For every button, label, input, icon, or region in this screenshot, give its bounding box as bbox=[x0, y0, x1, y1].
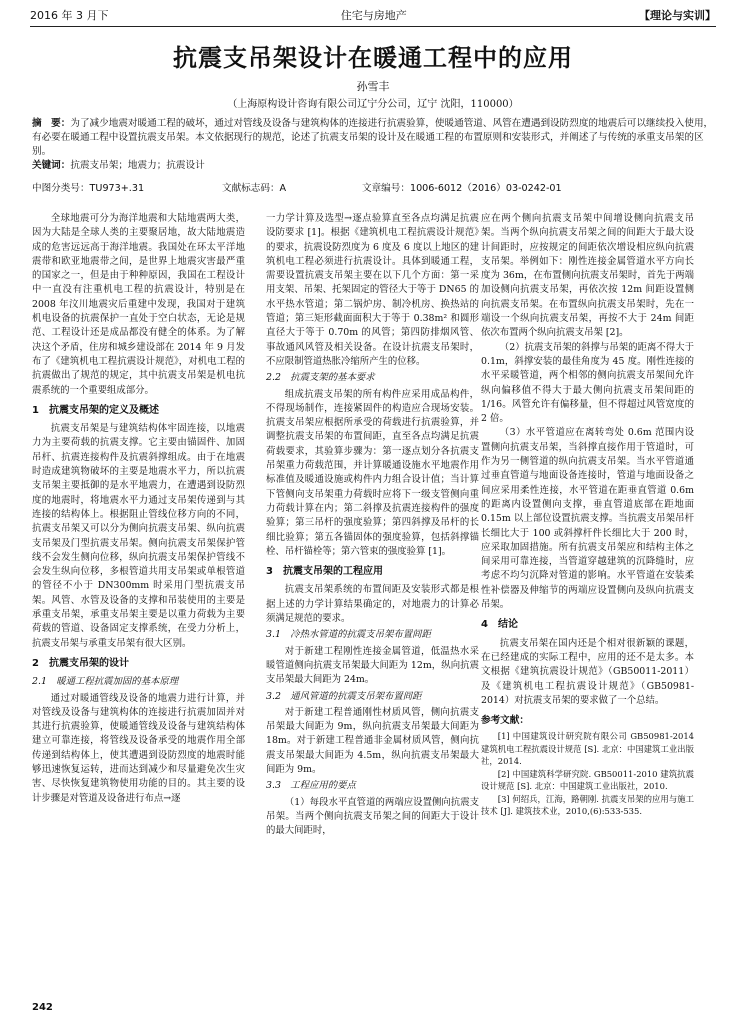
affiliation: （上海原构设计咨询有限公司辽宁分公司，辽宁 沈阳，110000） bbox=[227, 99, 519, 110]
paragraph: （3）水平管道应在离转弯处 0.6m 范围内设置侧向抗震支吊架，当斜撑直接作用于管道时，可作为另一侧管道的纵向抗震支吊架。当水平管道通过垂直管道与地面设备连接时，管道与地面设备之间应采用柔性连接，水平管道在距垂直管道 0.6m 的距离内设置侧向支撑，垂直管道底部在距地面 0.15m 以上部位设置抗震支撑。当抗震支吊架吊杆长细比大于 100 或斜撑杆件长细比大于 200 时，应采取加固措施。所有抗震支吊架应和结构主体之间采用可靠连接，当管道穿越建筑的沉降缝时，应考虑不均匀沉降对管道的影响。水平管道在安装柔性补偿器及伸缩节的两端应设置侧向及纵向抗震支吊架。 bbox=[481, 427, 694, 611]
section-heading: 2 抗震支吊架的设计 bbox=[32, 657, 129, 669]
author: 孙雪丰 bbox=[356, 80, 390, 93]
paragraph: 应在两个侧向抗震支吊架中间增设侧向抗震支吊架。当两个纵向抗震支吊架之间的间距大于最大设计间距时，应按规定的间距依次增设相应纵向抗震支吊架。举例如下：刚性连接金属管道水平方向长度为 36m，在布置侧向抗震支吊架时，首先于两端加设侧向抗震支吊架，再依次按 12m 间距设置侧向抗震支吊架。在布置纵向抗震支吊架时，先在一端设一个纵向抗震支吊架，再按不大于 24m 间距依次布置两个纵向抗震支吊架 [2]。 bbox=[481, 213, 694, 339]
paragraph: （1）每段水平直管道的两端应设置侧向抗震支吊架。当两个侧向抗震支吊架之间的间距大于设计的最大间距时， bbox=[266, 796, 479, 837]
abstract-text: 为了减少地震对暖通工程的破坏，通过对管线及设备与建筑构体的连接进行抗震验算，使暖通管道、风管在遭遇到设防烈度的地震后可以继续投入使用，有必要在暖通工程中设置抗震支吊架。本文依据现行的规范，论述了抗震支吊架的设计及在暖通工程的布置原则和安装形式，并阐述了与传统的承重支吊架的区别。 bbox=[32, 118, 714, 157]
article-number: 文章编号：1006-6012（2016）03-0242-01 bbox=[362, 183, 562, 194]
classification-line bbox=[32, 180, 714, 194]
paragraph: 对于新建工程普通刚性材质风管，侧向抗震支吊架最大间距为 9m，纵向抗震支吊架最大间距为 18m。对于新建工程普通非金属材质风管，侧向抗震支吊架最大间距为 4.5m，纵向抗震支吊架最大间距为 9m。 bbox=[266, 706, 479, 775]
paragraph: 抗震支吊架系统的布置间距及安装形式都是根据上述的力学计算结果确定的，对地震力的计算必须满足规范的要求。 bbox=[266, 584, 479, 625]
paragraph: 抗震支吊架是与建筑结构体牢固连接，以地震力为主要荷载的抗震支撑。它主要由锚固件、加固吊杆、抗震连接构件及抗震斜撑组成。由于在地震时造成建筑物破坏的主要是地震水平力，所以抗震支吊架主要抵御的是水平地震力，在遭遇到设防烈度的地震时，将地震水平力通过支吊架传递到与其连接的结构体上。根据阻止管线位移方向的不同，抗震支吊架又可以分为侧向抗震支吊架、纵向抗震支吊架及门型抗震支吊架。侧向抗震支吊架保护管线不会发生侧向位移，纵向抗震支吊架保护管线不会发生纵向位移，多根管道共用支吊架或单根管道的管径不小于 DN300mm 时采用门型抗震支吊架。风管、水管及设备的支撑和吊装使用的主要是承重支吊架，承重支吊架主要是以重力荷载为主要荷载的管道、设备固定支撑系统，在受力分析上，抗震支吊架与承重支吊架有很大区别。 bbox=[32, 423, 245, 649]
paragraph: （2）抗震支吊架的斜撑与吊架的距离不得大于 0.1m，斜撑安装的最佳角度为 45 度。刚性连接的水平采暖管道，两个相邻的侧向抗震支吊架间允许纵向偏移值不得大于最大侧向抗震支吊架间距的 1/16。风管允许有偏移量，但不得超过风管宽度的 2 倍。 bbox=[481, 341, 694, 425]
reference-item: [1] 中国建筑设计研究院有限公司 GB50981-2014 建筑机电工程抗震设计规范 [S]. 北京：中国建筑工业出版社，2014. bbox=[481, 731, 694, 767]
abstract-label: 摘 要： bbox=[32, 118, 71, 129]
column-3 bbox=[481, 212, 694, 818]
reference-item: [2] 中国建筑科学研究院. GB50011-2010 建筑抗震设计规范 [S]. 北京：中国建筑工业出版社，2010. bbox=[481, 768, 694, 792]
subsection-heading: 2.1 暖通工程抗震加固的基本原理 bbox=[32, 676, 179, 688]
subsection-heading: 2.2 抗震支架的基本要求 bbox=[266, 372, 375, 384]
section-heading: 3 抗震支吊架的工程应用 bbox=[266, 566, 383, 578]
paragraph: 抗震支吊架在国内还是个相对很新颖的课题，在已经建成的实际工程中，应用的还不是太多。本文根据《建筑抗震设计规范》（GB50011-2011）及《建筑机电工程抗震设计规范》（GB50981-2014）对抗震支吊架的要求做了一个总结。 bbox=[481, 637, 694, 706]
header-journal: 住宅与房地产 bbox=[340, 9, 407, 22]
header-rule bbox=[30, 26, 716, 27]
references-heading: 参考文献： bbox=[481, 715, 529, 727]
section-heading: 1 抗震支吊架的定义及概述 bbox=[32, 404, 159, 416]
column-1 bbox=[32, 212, 245, 806]
column-2 bbox=[266, 212, 479, 838]
paper-title: 抗震支吊架设计在暖通工程中的应用 bbox=[173, 43, 573, 72]
keywords-label: 关键词： bbox=[32, 160, 71, 171]
header-section: 【理论与实训】 bbox=[638, 9, 716, 22]
keywords: 抗震支吊架；地震力；抗震设计 bbox=[70, 160, 205, 171]
subsection-heading: 3.2 通风管道的抗震支吊架布置间距 bbox=[266, 690, 422, 702]
paragraph: 通过对暖通管线及设备的地震力进行计算，并对管线及设备与建筑构体的连接进行抗震加固并对其进行抗震验算，使暖通管线及设备与建筑结构体建立可靠连接，将管线及设备承受的地震作用全部传递到结构体上，使其遭遇到设防烈度的地震时能够迅速恢复运转，进而达到减少和尽量避免次生灾害、尽快恢复建筑物使用功能的目的。其主要的设计步骤是对管道及设备进行布点→逐 bbox=[32, 692, 245, 804]
document-code: 文献标志码：A bbox=[222, 183, 287, 194]
paragraph: 对于新建工程刚性连接金属管道，低温热水采暖管道侧向抗震支吊架最大间距为 12m，纵向抗震支吊架最大间距为 24m。 bbox=[266, 645, 479, 686]
header-issue: 2016 年 3 月下 bbox=[30, 9, 109, 22]
subsection-heading: 3.3 工程应用的要点 bbox=[266, 780, 356, 792]
clc-number: 中图分类号：TU973+.31 bbox=[32, 183, 145, 194]
page-number: 242 bbox=[32, 1002, 53, 1013]
running-header bbox=[30, 6, 716, 24]
paragraph: 一力学计算及选型→逐点验算直至各点均满足抗震设防要求 [1]。根据《建筑机电工程抗震设计规范》的要求，抗震设防烈度为 6 度及 6 度以上地区的建筑机电工程必须进行抗震设计。具体到暖通工程，需要设置抗震支吊架主要在以下几个方面：第一采用支架、吊架、托架固定的管径大于等于 DN65 的水平热水管道；第二锅炉房、制冷机房、换热站的管道；第三矩形截面面积大于等于 0.38m² 和圆形直径大于等于 0.70m 的风管；第四防排烟风管、事故通风风管及相关设备。在设计抗震支吊架时，不应限制管道热胀冷缩所产生的位移。 bbox=[266, 213, 479, 367]
reference-item: [3] 何绍兵，江海，路朝刚. 抗震支吊架的应用与施工技术 [J]. 建筑技术业，2010,(6):533-535. bbox=[481, 793, 694, 817]
abstract bbox=[32, 117, 714, 173]
paragraph: 组成抗震支吊架的所有构件应采用成品构件，不得现场制作，连接紧固件的构造应合现场安装。抗震支吊架应根据所承受的荷载进行抗震验算，并调整抗震支吊架的布置间距，直至各点均满足抗震荷载要求，其验算步骤为：第一逐点划分各抗震支吊架重力荷载范围，并计算暖通设施水平地震作用标准值及暖通设施或构件内力组合设计值；当计算下管侧向支吊架重力荷载时应将下一级支管侧向重力荷载计算在内；第二斜撑及抗震连接构件的强度验算；第三吊杆的强度验算；第四斜撑及吊杆的长细比验算；第五各锚固体的强度验算，包括斜撑锚栓、吊杆锚栓等；第六管束的强度验算 [1]。 bbox=[266, 388, 479, 557]
intro-paragraph: 全球地震可分为海洋地震和大陆地震两大类，因为大陆是全球人类的主要聚居地，故大陆地震造成的危害远远高于海洋地震。我国处在环太平洋地震带和欧亚地震带之间，是世界上地震灾害最严重的国家之一，但是由于种种原因，我国在工程设计中一直没有注重机电工程的抗震设计，特别是在 2008 年汶川地震灾后重建中发现，我国对于建筑机电设备的抗震保护一直处于空白状态，无论是规范、工程设计还是成品都没有健全的体系。为了解决这个矛盾，住房和城乡建设部在 2014 年 9 月发布了《建筑机电工程抗震设计规范》，对机电工程的抗震做出了规范的规定，其中抗震支吊架是机电抗震系统的一个重要组成部分。 bbox=[32, 213, 245, 396]
section-heading: 4 结论 bbox=[481, 619, 518, 631]
subsection-heading: 3.1 冷热水管道的抗震支吊架布置间距 bbox=[266, 629, 431, 641]
